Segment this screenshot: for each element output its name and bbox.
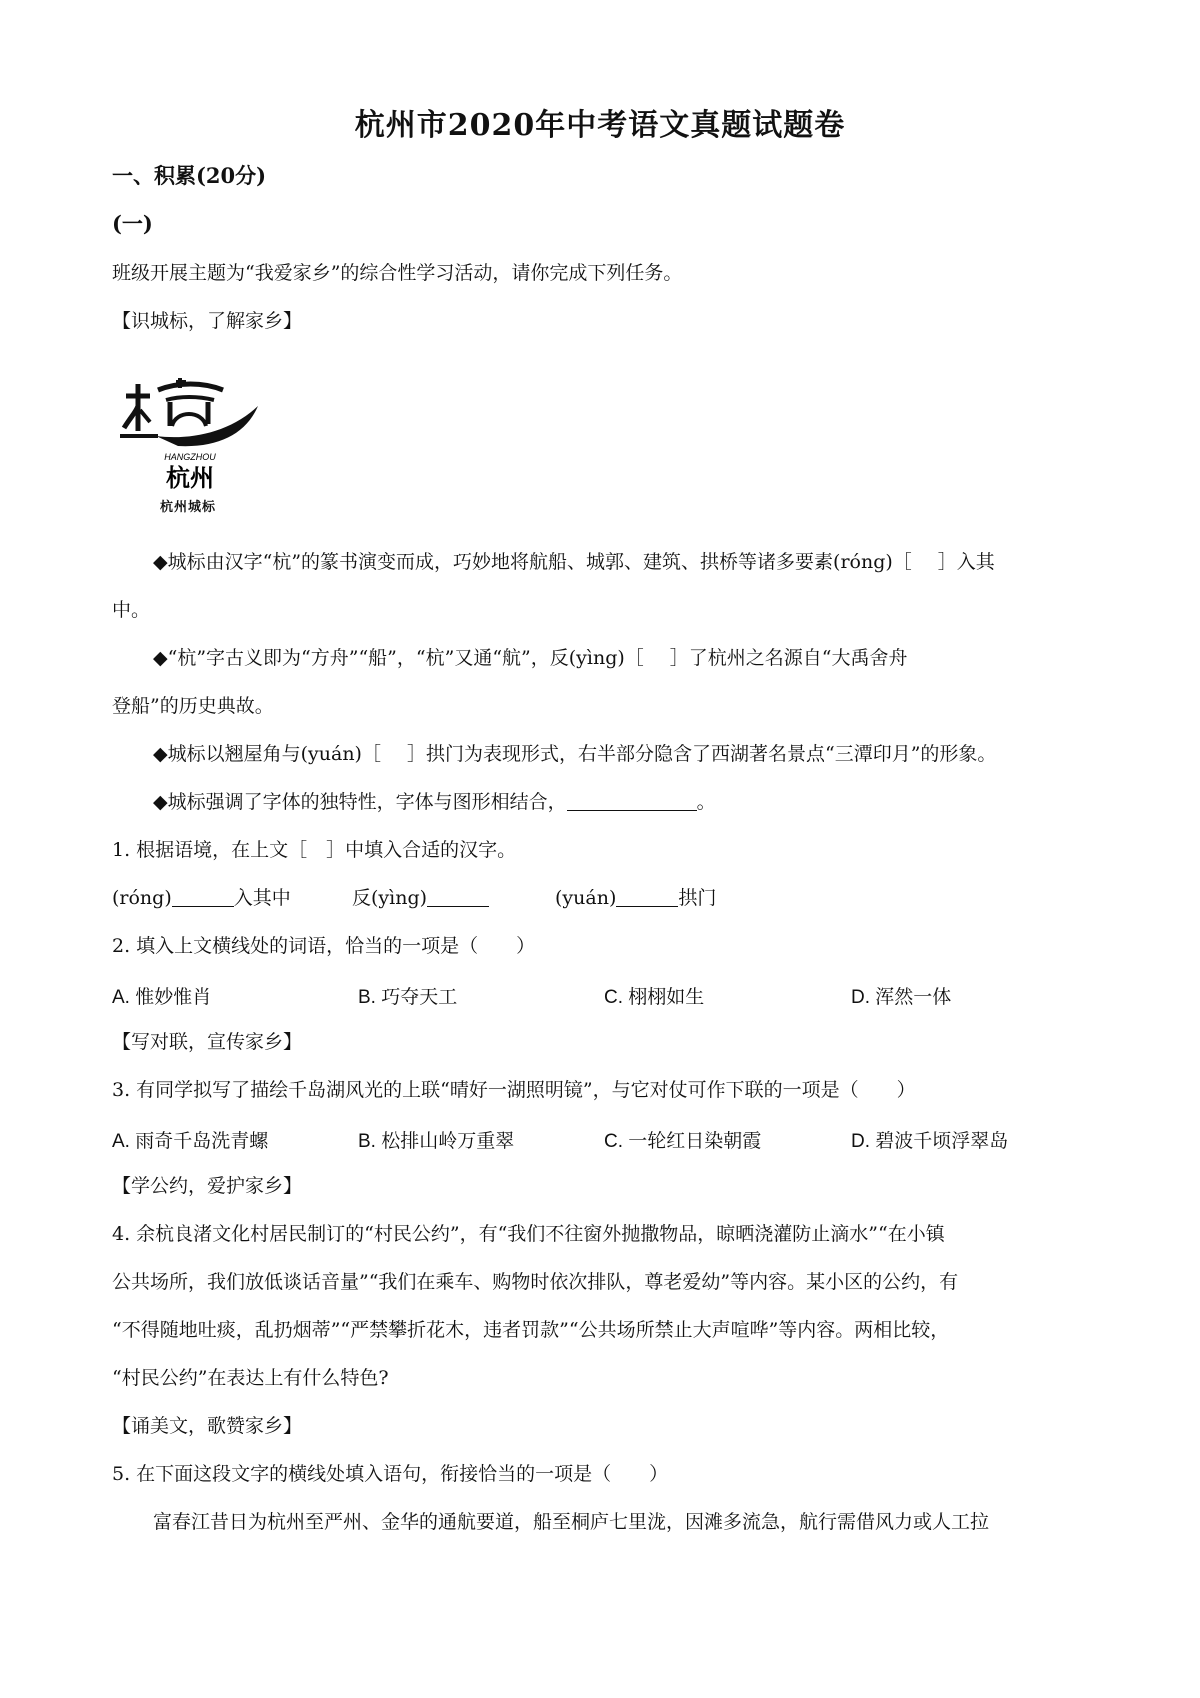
fill-3-suffix: 拱门 [678, 887, 717, 909]
question-1-stem: 1. 根据语境，在上文［ ］中填入合适的汉字。 [112, 839, 517, 861]
logo-en-text: HANGZHOU [164, 452, 216, 462]
question-2-stem: 2. 填入上文横线处的词语，恰当的一项是（ ） [112, 935, 536, 957]
question-1-fill-3 [555, 886, 716, 910]
bullet-1-text-b: ］入其 [937, 551, 995, 573]
question-3-option-b[interactable]: B. 松排山岭万重翠 [358, 1131, 515, 1152]
bullet-3-text-a: ◆城标以翘屋角与(yuán)［ [153, 743, 381, 765]
bullet-1-text-a: ◆城标由汉字“杭”的篆书演变而成，巧妙地将航船、城郭、建筑、拱桥等诸多要素(róng)［ [153, 551, 912, 573]
section-heading: 一、积累(20分) [112, 163, 267, 188]
question-2-option-c[interactable]: C. 栩栩如生 [604, 987, 705, 1008]
hangzhou-logo-icon [118, 376, 268, 516]
bullet-3 [153, 742, 996, 766]
question-4-line-2: 公共场所，我们放低谈话音量”“我们在乘车、购物时依次排队，尊老爱幼”等内容。某小区的公约，有 [112, 1271, 959, 1293]
intro-text: 班级开展主题为“我爱家乡”的综合性学习活动，请你完成下列任务。 [112, 262, 683, 284]
question-5-stem: 5. 在下面这段文字的横线处填入语句，衔接恰当的一项是（ ） [112, 1463, 669, 1485]
task-heading-recite: 【诵美文，歌赞家乡】 [112, 1415, 303, 1437]
question-3-stem: 3. 有同学拟写了描绘千岛湖风光的上联“晴好一湖照明镜”，与它对仗可作下联的一项是（ ） [112, 1079, 916, 1101]
bullet-2 [153, 646, 908, 670]
bullet-3-text-b: ］拱门为表现形式，右半部分隐含了西湖著名景点“三潭印月”的形象。 [406, 743, 997, 765]
question-3-option-c[interactable]: C. 一轮红日染朝霞 [604, 1131, 762, 1152]
question-2-option-b[interactable]: B. 巧夺天工 [358, 987, 458, 1008]
logo-caption: 杭州城标 [160, 500, 217, 515]
question-1-fill-1 [112, 886, 291, 910]
question-2-option-d[interactable]: D. 浑然一体 [851, 987, 952, 1008]
task-heading-city-logo: 【识城标，了解家乡】 [112, 310, 303, 332]
bullet-2-line2: 登船”的历史典故。 [112, 695, 274, 717]
page-title: 杭州市2020年中考语文真题试题卷 [354, 108, 846, 143]
question-4-line-4: “村民公约”在表达上有什么特色? [112, 1367, 389, 1389]
task-heading-couplet: 【写对联，宣传家乡】 [112, 1031, 303, 1053]
answer-blank-line[interactable] [567, 790, 697, 811]
fill-1-pinyin: (róng) [112, 887, 172, 909]
question-1-fill-2 [352, 886, 489, 910]
bullet-4-text-a: ◆城标强调了字体的独特性，字体与图形相结合， [153, 791, 567, 813]
bullet-4 [153, 790, 716, 814]
bullet-1 [153, 550, 995, 574]
fill-2-pinyin: 反(yìng) [352, 887, 428, 909]
question-4-line-3: “不得随地吐痰，乱扔烟蒂”“严禁攀折花木，违者罚款”“公共场所禁止大声喧哗”等内容。两相比较， [112, 1319, 950, 1341]
bullet-1-line2: 中。 [112, 599, 151, 621]
hangzhou-city-logo-image [118, 376, 268, 516]
question-4-line-1: 4. 余杭良渚文化村居民制订的“村民公约”，有“我们不往窗外抛撒物品，晾晒浇灌防止滴水”“在小镇 [112, 1223, 945, 1245]
logo-cn-text: 杭州 [166, 463, 214, 492]
question-3-option-d[interactable]: D. 碧波千顷浮翠岛 [851, 1131, 1009, 1152]
bullet-2-text-a: ◆“杭”字古义即为“方舟”“船”，“杭”又通“航”，反(yìng)［ [153, 647, 644, 669]
fill-1-blank[interactable] [172, 886, 234, 907]
fill-3-pinyin: (yuán) [555, 887, 617, 909]
question-3-option-a[interactable]: A. 雨奇千岛洗青螺 [112, 1131, 269, 1152]
question-5-paragraph: 富春江昔日为杭州至严州、金华的通航要道，船至桐庐七里泷，因滩多流急，航行需借风力或人工拉 [153, 1511, 990, 1533]
fill-2-blank[interactable] [427, 886, 489, 907]
question-2-option-a[interactable]: A. 惟妙惟肖 [112, 987, 212, 1008]
bullet-2-text-b: ］了杭州之名源自“大禹舍舟 [669, 647, 908, 669]
bullet-4-text-b: 。 [696, 791, 716, 813]
task-heading-convention: 【学公约，爱护家乡】 [112, 1175, 303, 1197]
fill-3-blank[interactable] [616, 886, 678, 907]
part-heading: (一) [112, 211, 153, 236]
fill-1-suffix: 入其中 [233, 887, 291, 909]
